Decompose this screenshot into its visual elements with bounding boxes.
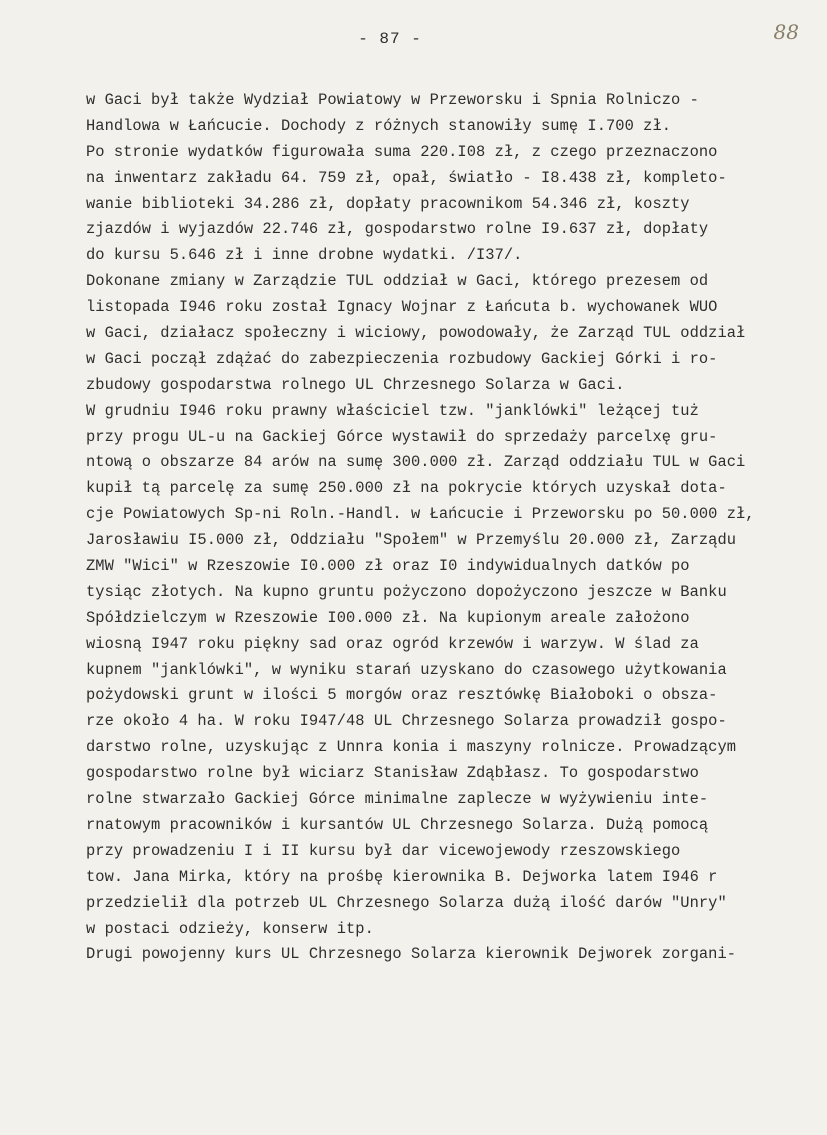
text-line: w Gaci był także Wydział Powiatowy w Przeworsku i Spnia Rolniczo - [86,91,699,109]
text-line: rolne stwarzało Gackiej Górce minimalne zaplecze w wyżywieniu inte- [86,790,709,809]
text-line: w postaci odzieży, konserw itp. [86,919,374,938]
text-line: w Gaci, działacz społeczny i wiciowy, powodowały, że Zarząd TUL oddział [86,324,746,343]
text-line: darstwo rolne, uzyskując z Unnra konia i maszyny rolnicze. Prowadzącym [86,738,737,757]
text-line: przedzielił dla potrzeb UL Chrzesnego Solarza dużą ilość darów "Unry" [86,893,727,912]
text-line: tysiąc złotych. Na kupno gruntu pożyczono dopożyczono jeszcze w Banku [86,582,727,601]
text-line: gospodarstwo rolne był wiciarz Stanisław Zdąbłasz. To gospodarstwo [86,764,699,783]
text-line: kupnem "janklówki", w wyniku starań uzyskano do czasowego użytkowania [86,660,727,679]
text-line: w Gaci począł zdążać do zabezpieczenia rozbudowy Gackiej Górki i ro- [86,349,718,368]
text-line: Dokonane zmiany w Zarządzie TUL oddział w Gaci, którego prezesem od [86,272,709,291]
text-line: wanie biblioteki 34.286 zł, dopłaty pracownikom 54.346 zł, koszty [86,194,690,213]
text-line: zjazdów i wyjazdów 22.746 zł, gospodarstwo rolne I9.637 zł, dopłaty [86,220,709,239]
text-line: Drugi powojenny kurs UL Chrzesnego Solarza kierownik Dejworek zorgani- [86,945,737,964]
text-line: na inwentarz zakładu 64. 759 zł, opał, światło - I8.438 zł, kompleto- [86,168,727,187]
text-line: do kursu 5.646 zł i inne drobne wydatki. /I37/. [86,246,523,265]
text-line: przy progu UL-u na Gackiej Górce wystawił do sprzedaży parcelxę gru- [86,427,718,446]
text-line: Po stronie wydatków figurowała suma 220.I08 zł, z czego przeznaczono [86,142,718,161]
text-line: Spółdzielczym w Rzeszowie I00.000 zł. Na kupionym areale założono [86,608,690,627]
text-line: wiosną I947 roku piękny sad oraz ogród krzewów i warzyw. W ślad za [86,634,699,653]
text-line: rze około 4 ha. W roku I947/48 UL Chrzesnego Solarza prowadził gospo- [86,712,727,731]
page-number: - 87 - [358,30,422,48]
text-line: ntową o obszarze 84 arów na sumę 300.000 zł. Zarząd oddziału TUL w Gaci [86,453,746,472]
text-line: Handlowa w Łańcucie. Dochody z różnych stanowiły sumę I.700 zł. [86,116,672,135]
text-line: pożydowski grunt w ilości 5 morgów oraz resztówkę Białoboki o obsza- [86,686,718,705]
text-line: W grudniu I946 roku prawny właściciel tzw. "janklówki" leżącej tuż [86,401,699,420]
text-line: kupił tą parcelę za sumę 250.000 zł na pokrycie których uzyskał dota- [86,479,727,498]
text-line: ZMW "Wici" w Rzeszowie I0.000 zł oraz I0 indywidualnych datków po [86,557,690,576]
text-line: tow. Jana Mirka, który na prośbę kierownika B. Dejworka latem I946 r [86,867,718,886]
body-text [86,88,816,968]
text-line: przy prowadzeniu I i II kursu był dar vicewojewody rzeszowskiego [86,841,681,860]
archive-number: 88 [773,20,799,44]
text-line: cje Powiatowych Sp-ni Roln.-Handl. w Łańcucie i Przeworsku po 50.000 zł, [86,505,755,524]
text-line: Jarosławiu I5.000 zł, Oddziału "Społem" w Przemyślu 20.000 zł, Zarządu [86,531,737,550]
text-line: zbudowy gospodarstwa rolnego UL Chrzesnego Solarza w Gaci. [86,375,625,394]
text-line: listopada I946 roku został Ignacy Wojnar z Łańcuta b. wychowanek WUO [86,298,718,317]
text-line: rnatowym pracowników i kursantów UL Chrzesnego Solarza. Dużą pomocą [86,815,709,834]
